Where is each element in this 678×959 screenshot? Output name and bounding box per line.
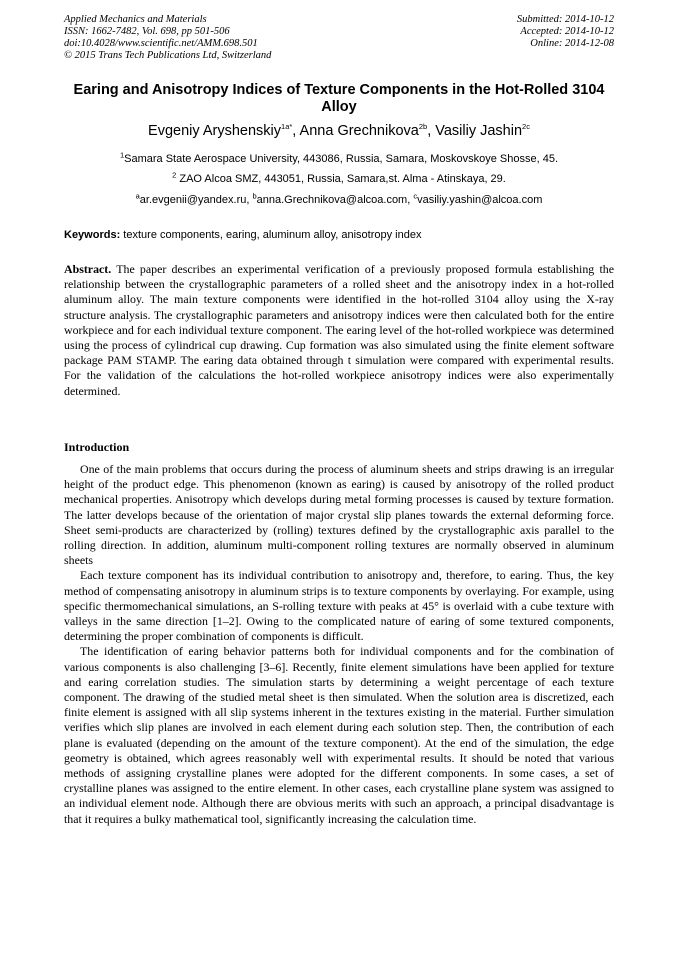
paper-title: Earing and Anisotropy Indices of Texture Components in the Hot-Rolled 3104 Alloy [73,82,605,115]
author-list [64,122,614,140]
author-name: Evgeniy Aryshenskiy [148,123,282,139]
affiliation-text: ZAO Alcoa SMZ, 443051, Russia, Samara,st. Alma - Atinskaya, 29. [176,173,506,185]
author-name: , Vasiliy Jashin [427,123,523,139]
introduction-body [64,462,614,827]
author-mark: 2c [522,122,530,132]
email-mark: a [135,191,140,201]
journal-header [64,14,271,62]
journal-doi: doi:10.4028/www.scientific.net/AMM.698.501 [64,38,258,49]
author-emails [64,193,614,207]
affiliation-mark: 2 [172,170,177,180]
email-mark: c [413,191,418,201]
submitted-date: Submitted: 2014-10-12 [516,14,614,25]
email-link[interactable]: vasiliy.yashin@alcoa.com [417,194,543,206]
email-mark: b [252,191,257,201]
keywords-label: Keywords: [64,229,121,241]
abstract-text: The paper describes an experimental verification of a previously proposed formula establishing the relationship between the crystallographic parameters of a rolled sheet and the anisotropy index in a hot-rolled aluminum alloy. The main texture components were identified in the hot-rolled 3104 alloy using the X-ray structure analysis. The crystallographic parameters and anisotropy indices were then calculated both for the entire workpiece and for each individual texture component. The earing level of the hot-rolled workpiece was determined using the process of cylindrical cup drawing. Cup formation was also simulated using the finite element software package PAM STAMP. The earing data obtained through t simulation were compared with experimental results. For the validation of the calculations the hot-rolled workpiece anisotropy indices were also experimentally determined. [64,262,614,398]
journal-issn: ISSN: 1662-7482, Vol. 698, pp 501-506 [64,26,230,37]
affiliation-2 [64,172,614,186]
email-link[interactable]: ar.evgenii@yandex.ru, [139,194,253,206]
accepted-date: Accepted: 2014-10-12 [520,26,614,37]
journal-copyright: © 2015 Trans Tech Publications Ltd, Switzerland [64,50,272,61]
affiliation-text: Samara State Aerospace University, 443086, Russia, Samara, Moskovskoye Shosse, 45. [124,153,559,165]
keywords [64,228,614,242]
online-date: Online: 2014-12-08 [530,38,614,49]
author-mark: 2b [418,122,428,132]
abstract [64,262,614,399]
paragraph: One of the main problems that occurs during the process of aluminum sheets and strips drawing is an irregular height of the product edge. This phenomenon (known as earing) is caused by anisotropy of the rolled product mechanical properties. Anisotropy which develops during metal forming processes is caused by texture formation. The latter develops because of the orientation of major crystal slip planes towards the external deforming force. Sheet semi-products are characterized by (rolling) textures defined by the crystallographic axis parallel to the rolling direction. In addition, aluminum multi-component rolling textures are normally observed in aluminum sheets [64,462,614,568]
email-link[interactable]: anna.Grechnikova@alcoa.com, [256,194,414,206]
affiliation-mark: 1 [119,150,125,160]
introduction-heading: Introduction [64,440,130,454]
paragraph: Each texture component has its individual contribution to anisotropy and, therefore, to earing. Thus, the key method of compensating anisotropy in aluminum strips is to texture components by overlaying. For example, using specific thermomechanical simulations, an S-rolling texture with peaks at 45° is overlaid with a cube texture with valleys in the same direction [1–2]. Owing to the complicated nature of earing of some textured components, determining the proper combination of components is difficult. [64,568,614,644]
author-name: , Anna Grechnikova [292,123,419,139]
author-mark: 1a* [281,122,293,132]
journal-name: Applied Mechanics and Materials [64,14,207,25]
submission-dates [517,14,614,50]
paragraph: The identification of earing behavior patterns both for individual components and for the combination of various components is also challenging [3–6]. Recently, finite element simulations have been applied for texture and earing correlation studies. The simulation starts by determining a weight percentage of each texture component. The drawing of the studied metal sheet is then simulated. When the solution area is discretized, each finite element is assigned with all slip systems inherent in the textures existing in the material. Further simulation verifies which slip planes are involved in each element during each solution step. Then, the contribution of each plane is evaluated (depending on the amount of the texture component). At the end of the simulation, the edge geometry is obtained, which agrees reasonably well with experimental results. It should be noted that various methods of assigning crystalline planes were adopted for the different components. In some cases, a set of crystalline planes was assigned to the entire element. In other cases, each crystalline plane system was assigned to an individual element node. Although there are obvious merits with such an approach, a principal disadvantage is that it requires a bulky mathematical tool, significantly increasing the calculation time. [64,644,614,826]
keywords-text: texture components, earing, aluminum alloy, anisotropy index [120,229,422,241]
abstract-label: Abstract. [64,262,112,276]
affiliation-1 [64,152,614,166]
